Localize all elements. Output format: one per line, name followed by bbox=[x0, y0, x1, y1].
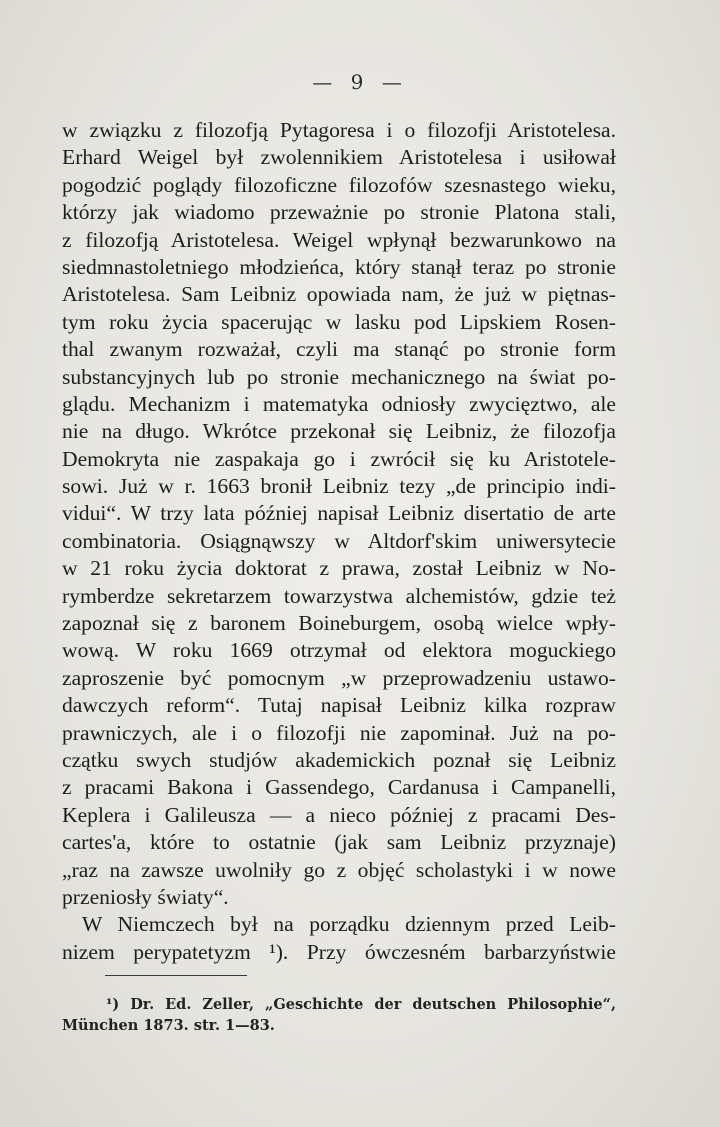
text-line: cartes'a, które to ostatnie (jak sam Leibniz przyznaje) bbox=[62, 830, 616, 855]
paragraph-end-line: przeniosły światy“. bbox=[62, 884, 229, 909]
text-line: czątku swych studjów akademickich poznał się Leibniz bbox=[62, 747, 616, 772]
text-line: vidui“. W trzy lata później napisał Leibniz disertatio de arte bbox=[62, 501, 616, 526]
text-line: combinatoria. Osiągnąwszy w Altdorf'skim uniwersytecie bbox=[62, 528, 616, 553]
text-line: pogodzić poglądy filozoficzne filozofów szesnastego wieku, bbox=[62, 172, 616, 197]
text-line: z filozofją Aristotelesa. Weigel wpłynął bezwarunkowo na bbox=[62, 227, 616, 252]
body-text bbox=[62, 117, 616, 966]
text-line: zaproszenie być pomocnym „w przeprowadzeniu ustawo- bbox=[62, 665, 616, 690]
footnote bbox=[62, 994, 616, 1036]
text-line: Aristotelesa. Sam Leibniz opowiada nam, że już w piętnas- bbox=[62, 282, 616, 307]
text-line: w związku z filozofją Pytagoresa i o filozofji Aristotelesa. bbox=[62, 118, 616, 142]
text-line: wową. W roku 1669 otrzymał od elektora moguckiego bbox=[62, 638, 616, 663]
text-line: w 21 roku życia doktorat z prawa, został Leibniz w No- bbox=[62, 556, 616, 581]
text-line: rymberdze sekretarzem towarzystwa alchemistów, gdzie też bbox=[62, 583, 616, 608]
text-line: Demokryta nie zaspakaja go i zwrócił się ku Aristotele- bbox=[62, 446, 616, 471]
page-number: — 9 — bbox=[312, 70, 408, 94]
text-line: „raz na zawsze uwolniły go z objęć scholastyki i w nowe bbox=[62, 857, 616, 882]
text-line: tym roku życia spacerując w lasku pod Lipskiem Rosen- bbox=[62, 309, 616, 334]
footnote-line: ¹) Dr. Ed. Zeller, „Geschichte der deutschen Philosophie“, bbox=[106, 996, 616, 1013]
text-line: nizem perypatetyzm ¹). Przy ówczesném barbarzyństwie bbox=[62, 939, 616, 964]
text-line: nie na długo. Wkrótce przekonał się Leibniz, że filozofja bbox=[62, 419, 616, 444]
text-line: siedmnastoletniego młodzieńca, który stanął teraz po stronie bbox=[62, 254, 616, 279]
text-line: zapoznał się z baronem Boineburgem, osobą wielce wpły- bbox=[62, 611, 616, 636]
paragraph-start-line: W Niemczech był na porządku dziennym przed Leib- bbox=[82, 912, 616, 937]
text-line: którzy jak wiadomo przeważnie po stronie Platona stali, bbox=[62, 200, 616, 225]
text-line: prawniczych, ale i o filozofji nie zapominał. Już na po- bbox=[62, 720, 616, 745]
text-line: Keplera i Galileusza — a nieco później z pracami Des- bbox=[62, 802, 616, 827]
footnote-line: München 1873. str. 1—83. bbox=[62, 1017, 275, 1034]
text-line: z pracami Bakona i Gassendego, Cardanusa i Campanelli, bbox=[62, 775, 616, 800]
text-line: sowi. Już w r. 1663 bronił Leibniz tezy „de principio indi- bbox=[62, 474, 616, 499]
text-line: dawczych reform“. Tutaj napisał Leibniz kilka rozpraw bbox=[62, 693, 616, 718]
text-line: substancyjnych lub po stronie mechanicznego na świat po- bbox=[62, 364, 616, 389]
footnote-divider bbox=[105, 975, 247, 976]
text-line: Erhard Weigel był zwolennikiem Aristotelesa i usiłował bbox=[62, 145, 616, 170]
text-line: glądu. Mechanizm i matematyka odniosły zwycięztwo, ale bbox=[62, 391, 616, 416]
text-line: thal zwanym rozważał, czyli ma stanąć po stronie form bbox=[62, 337, 616, 362]
